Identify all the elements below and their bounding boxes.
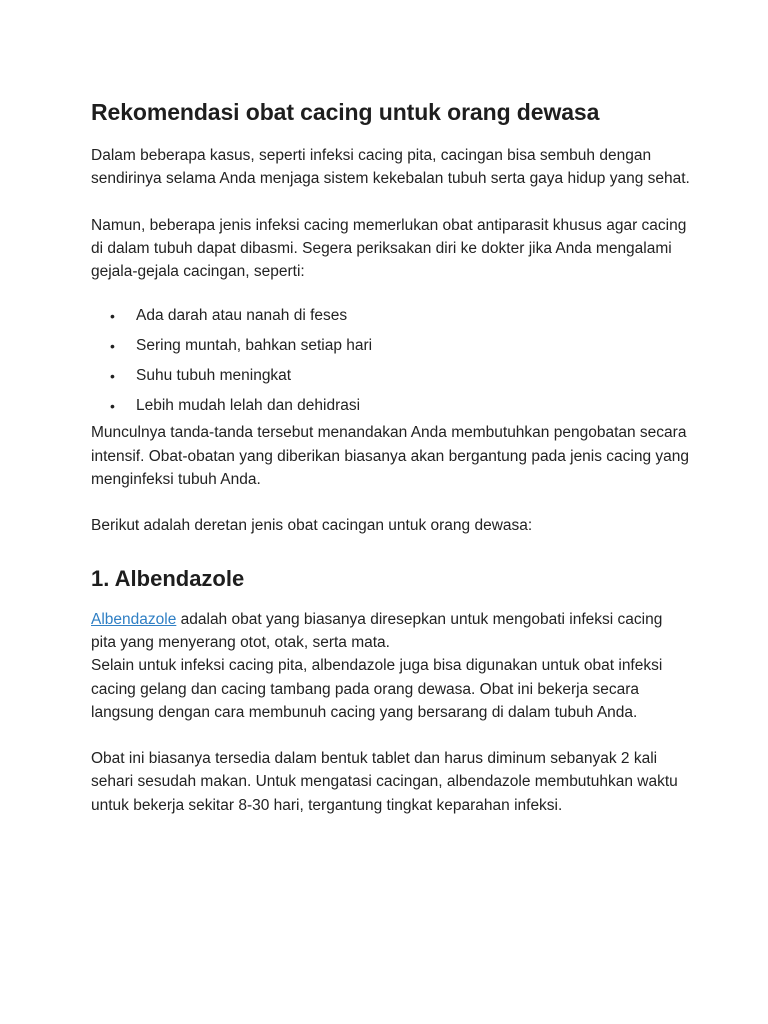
list-item	[91, 391, 691, 421]
treatment-paragraph: Munculnya tanda-tanda tersebut menandakan Anda membutuhkan pengobatan secara intensif. Obat-obatan yang diberikan biasanya akan bergantung pada jenis cacing yang menginfeksi tubuh Anda.	[91, 424, 690, 489]
list-item-text: Suhu tubuh meningkat	[136, 367, 292, 385]
list-item	[91, 301, 691, 331]
bullet-icon: •	[110, 338, 115, 355]
albendazole-usage-paragraph: Selain untuk infeksi cacing pita, albendazole juga bisa digunakan untuk obat infeksi cacing gelang dan cacing tambang pada orang dewasa. Obat ini bekerja secara langsung dengan cara membunuh cacing yang bersarang di dalam tubuh Anda.	[91, 657, 663, 721]
page-title: Rekomendasi obat cacing untuk orang dewasa	[91, 99, 600, 125]
list-item-text: Lebih mudah lelah dan dehidrasi	[136, 397, 361, 415]
drug-list-intro-paragraph: Berikut adalah deretan jenis obat cacingan untuk orang dewasa:	[91, 517, 533, 535]
albendazole-description-text: adalah obat yang biasanya diresepkan untuk mengobati infeksi cacing pita yang menyerang otot, otak, serta mata.	[91, 610, 663, 651]
symptoms-intro-paragraph: Namun, beberapa jenis infeksi cacing memerlukan obat antiparasit khusus agar cacing di dalam tubuh dapat dibasmi. Segera periksakan diri ke dokter jika Anda mengalami gejala-gejala cacingan, seperti:	[91, 216, 687, 281]
list-item-text: Sering muntah, bahkan setiap hari	[136, 337, 373, 355]
bullet-icon: •	[110, 368, 115, 385]
symptom-list	[91, 301, 691, 421]
albendazole-dosage-paragraph: Obat ini biasanya tersedia dalam bentuk tablet dan harus diminum sebanyak 2 kali sehari sesudah makan. Untuk mengatasi cacingan, albendazole membutuhkan waktu untuk bekerja sekitar 8-30 hari, tergantung tingkat keparahan infeksi.	[91, 750, 678, 814]
bullet-icon: •	[110, 308, 115, 325]
bullet-icon: •	[110, 398, 115, 415]
albendazole-link[interactable]: Albendazole	[91, 610, 177, 628]
list-item	[91, 331, 691, 361]
document-page	[91, 96, 691, 817]
section-heading-albendazole: 1. Albendazole	[91, 565, 245, 591]
list-item	[91, 361, 691, 391]
intro-paragraph: Dalam beberapa kasus, seperti infeksi cacing pita, cacingan bisa sembuh dengan sendirinya selama Anda menjaga sistem kekebalan tubuh serta gaya hidup yang sehat.	[91, 147, 690, 188]
albendazole-description-paragraph	[91, 608, 691, 655]
list-item-text: Ada darah atau nanah di feses	[136, 307, 348, 325]
